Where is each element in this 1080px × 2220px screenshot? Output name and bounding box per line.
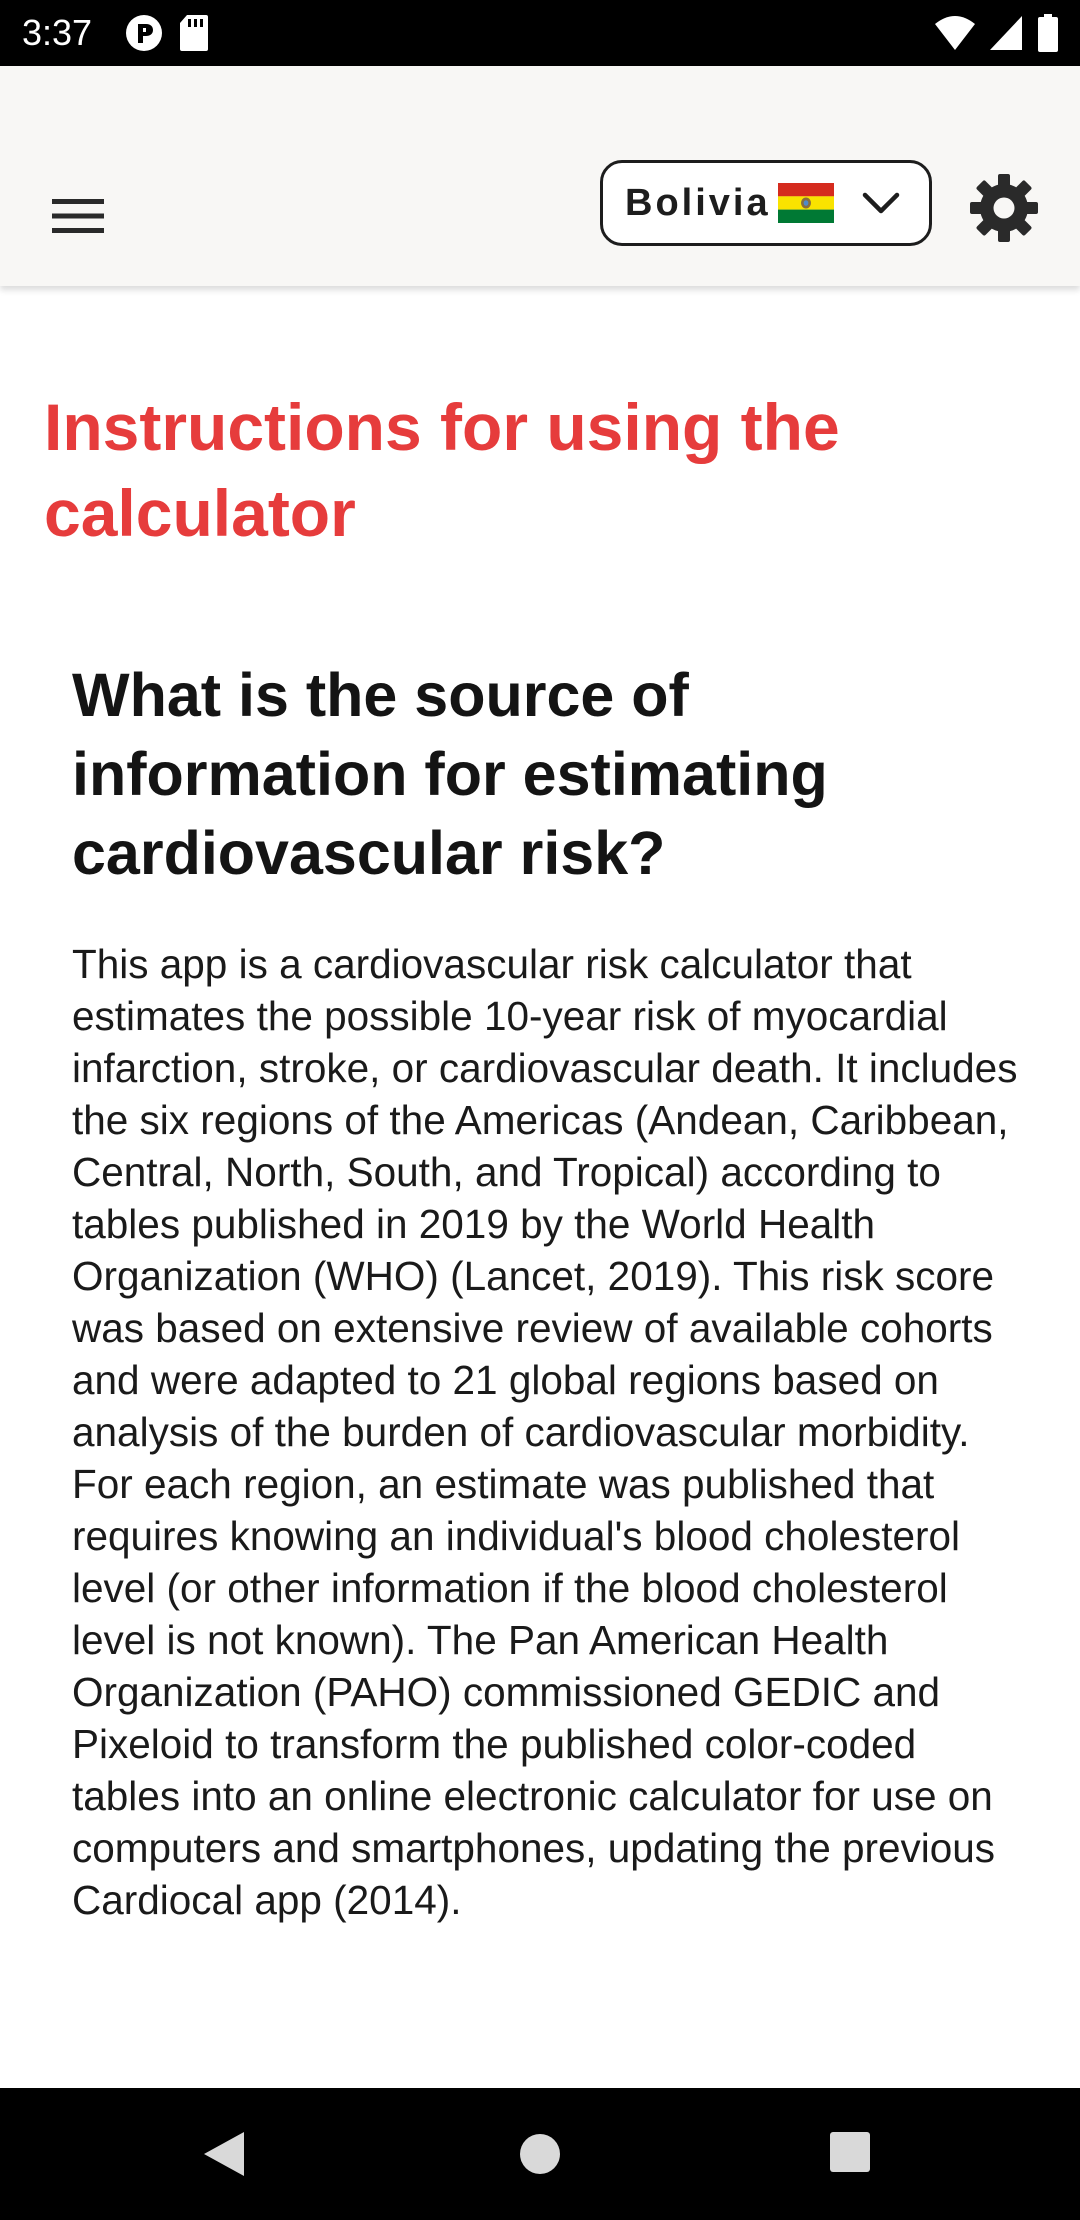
recents-icon[interactable] (828, 2130, 872, 2174)
status-right-icons (934, 13, 1060, 53)
home-icon[interactable] (516, 2130, 564, 2178)
status-left-icons (124, 13, 210, 53)
signal-icon (988, 14, 1024, 52)
chevron-down-icon (859, 183, 903, 223)
status-time: 3:37 (22, 12, 93, 53)
page-title: Instructions for using the calculator (44, 390, 840, 550)
wifi-icon (934, 14, 976, 52)
battery-icon (1036, 13, 1060, 53)
section-body: This app is a cardiovascular risk calculator that estimates the possible 10-year risk of myocardial infarction, stroke, or cardiovascular death. It includes the six regions of the Americas (Andean, Caribbean, Central, North, South, and Tropical) according to tables published in 2019 by the World Health Organization (WHO) (Lancet, 2019). This risk score was based on extensive review of available cohorts and were adapted to 21 global regions based on analysis of the burden of cardiovascular morbidity. For each region, an estimate was published that requires knowing an individual's blood cholesterol level (or other information if the blood cholesterol level is not known). The Pan American Health Organization (PAHO) commissioned GEDIC and Pixeloid to transform the published color-coded tables into an online electronic calculator for use on computers and smartphones, updating the previous Cardiocal app (2014). (72, 941, 1018, 1923)
sd-card-icon (178, 13, 210, 53)
menu-button[interactable] (40, 178, 116, 254)
content-scroll-area[interactable] (0, 286, 1080, 2088)
bolivia-flag-icon (778, 183, 834, 223)
country-selector[interactable] (600, 160, 932, 246)
notification-icon (124, 13, 164, 53)
system-nav-bar (0, 2088, 1080, 2220)
country-selector-value: Bolivia (625, 182, 771, 224)
gear-icon[interactable] (966, 170, 1042, 246)
app-bar (0, 66, 1080, 286)
section-heading: What is the source of information for estimating cardiovascular risk? (72, 661, 828, 887)
hamburger-menu-icon (52, 198, 104, 234)
status-bar (0, 0, 1080, 66)
back-icon[interactable] (200, 2128, 252, 2180)
